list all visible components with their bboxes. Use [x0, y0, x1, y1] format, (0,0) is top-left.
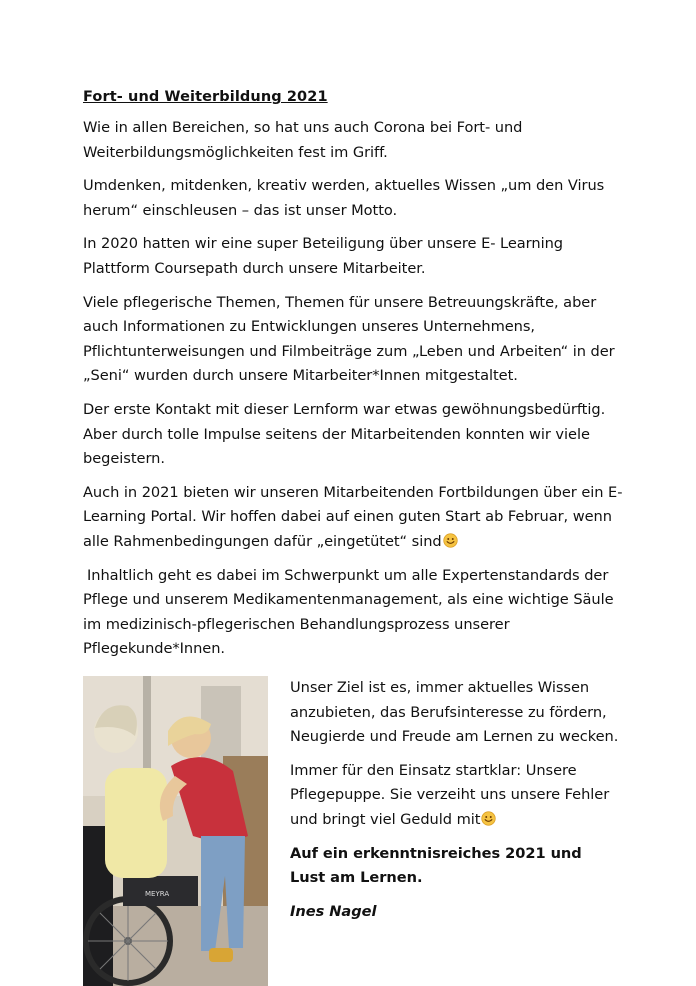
- paragraph-2021: [83, 481, 623, 555]
- paragraph-motto: Umdenken, mitdenken, kreativ werden, aktuelles Wissen „um den Virus herum“ einschleusen – das ist unser Motto.: [83, 177, 605, 219]
- lower-section: [83, 676, 623, 986]
- smiley-emoji-icon: [481, 811, 496, 826]
- signature: Ines Nagel: [290, 902, 377, 920]
- paragraph-2020: In 2020 hatten wir eine super Beteiligung über unsere E- Learning Plattform Coursepath durch unsere Mitarbeiter.: [83, 235, 563, 277]
- paragraph-2021-text: Auch in 2021 bieten wir unseren Mitarbeitenden Fortbildungen über ein E-Learning Portal. Wir hoffen dabei auf einen guten Start ab Februar, wenn alle Rahmenbedingungen dafür „eingetütet“ sind: [83, 483, 623, 550]
- paragraph-first-contact: Der erste Kontakt mit dieser Lernform war etwas gewöhnungsbedürftig. Aber durch tolle Impulse seitens der Mitarbeitenden konnten wir viele begeistern.: [83, 400, 606, 468]
- paragraph-topics: Viele pflegerische Themen, Themen für unsere Betreuungskräfte, aber auch Informationen zu Entwicklungen unseres Unternehmens, Pflichtunterweisungen und Filmbeiträge zum „Leben und Arbeiten“ in der „Seni“ wurden durch unsere Mitarbeiter*Innen mitgestaltet.: [83, 293, 615, 385]
- paragraph-goal: Unser Ziel ist es, immer aktuelles Wissen anzubieten, das Berufsinteresse zu fördern, Neugierde und Freude am Lernen zu wecken.: [290, 679, 619, 746]
- document-body: [83, 87, 623, 671]
- closing-line: Auf ein erkenntnisreiches 2021 und Lust am Lernen.: [290, 844, 582, 887]
- page-title: Fort- und Weiterbildung 2021: [83, 89, 328, 105]
- training-photo: [83, 676, 268, 986]
- paragraph-mannequin-text: Immer für den Einsatz startklar: Unsere Pflegepuppe. Sie verzeiht uns unsere Fehler und bringt viel Geduld mit: [290, 761, 610, 828]
- wheelchair-brand-text: MEYRA: [145, 890, 170, 898]
- side-column: [290, 676, 620, 933]
- paragraph-content: Inhaltlich geht es dabei im Schwerpunkt um alle Expertenstandards der Pflege und unserem Medikamentenmanagement, als eine wichtige Säule im medizinisch-pflegerischen Behandlungsprozess unserer Pflegekunde*Innen.: [83, 566, 614, 658]
- smiley-emoji-icon: [443, 533, 458, 548]
- paragraph-corona: Wie in allen Bereichen, so hat uns auch Corona bei Fort- und Weiterbildungsmöglichkeiten fest im Griff.: [83, 119, 523, 161]
- paragraph-mannequin: [290, 759, 620, 833]
